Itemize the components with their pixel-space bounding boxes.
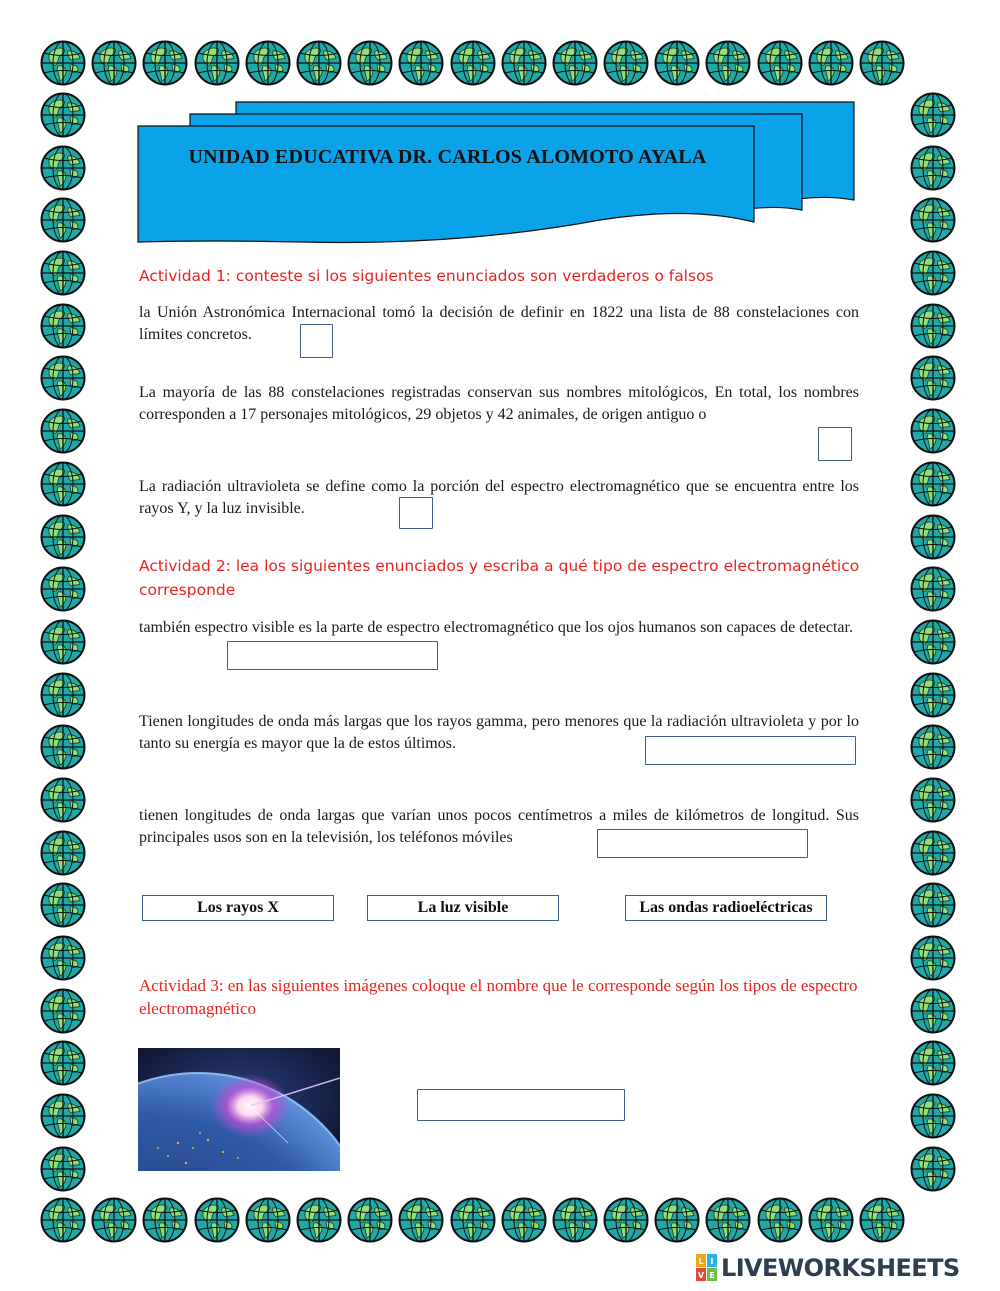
globe-icon: [40, 355, 86, 401]
globe-icon: [757, 1197, 803, 1243]
globe-icon: [40, 672, 86, 718]
activity-1-item-3: La radiación ultravioleta se define como la porción del espectro electromagnético que se encuentra entre los rayos Y, y la luz invisible.: [139, 478, 859, 517]
globe-icon: [808, 40, 854, 86]
globe-icon: [398, 40, 444, 86]
globe-icon: [40, 724, 86, 770]
globe-icon: [603, 40, 649, 86]
logo-letter: E: [709, 1271, 715, 1280]
globe-icon: [910, 935, 956, 981]
globe-icon: [910, 882, 956, 928]
globe-icon: [910, 830, 956, 876]
globe-icon: [142, 1197, 188, 1243]
globe-icon: [40, 777, 86, 823]
true-false-answer-box-1[interactable]: [300, 324, 333, 358]
option-luz-visible[interactable]: La luz visible: [367, 895, 559, 921]
globe-icon: [910, 1040, 956, 1086]
option-ondas-radioelectricas[interactable]: Las ondas radioeléctricas: [625, 895, 827, 921]
brand-name: LIVEWORKSHEETS: [721, 1254, 960, 1282]
globe-icon: [910, 145, 956, 191]
globe-icon: [347, 40, 393, 86]
globe-icon: [910, 303, 956, 349]
globe-icon: [552, 1197, 598, 1243]
globe-icon: [910, 1093, 956, 1139]
globe-icon: [40, 619, 86, 665]
globe-icon: [910, 619, 956, 665]
globe-icon: [40, 1093, 86, 1139]
globe-icon: [450, 40, 496, 86]
globe-icon: [603, 1197, 649, 1243]
globe-icon: [40, 303, 86, 349]
globe-icon: [654, 40, 700, 86]
globe-icon: [501, 40, 547, 86]
globe-icon: [40, 1197, 86, 1243]
school-name: UNIDAD EDUCATIVA DR. CARLOS ALOMOTO AYALA: [188, 146, 707, 168]
globe-icon: [40, 197, 86, 243]
globe-border-left: [40, 92, 86, 1192]
globe-icon: [910, 250, 956, 296]
liveworksheets-logo-icon: [696, 1254, 718, 1282]
true-false-answer-box-3[interactable]: [399, 497, 433, 529]
activity-3-title: Actividad 3: en las siguientes imágenes coloque el nombre que le corresponde según los tipos de espectro electromagnético: [139, 976, 858, 1018]
image-answer-box-1[interactable]: [417, 1089, 625, 1121]
globe-icon: [40, 988, 86, 1034]
globe-icon: [910, 408, 956, 454]
logo-letter: V: [697, 1271, 705, 1280]
globe-icon: [910, 197, 956, 243]
logo-letter: I: [710, 1257, 714, 1266]
liveworksheets-brand: [696, 1252, 960, 1284]
globe-icon: [501, 1197, 547, 1243]
globe-icon: [450, 1197, 496, 1243]
banner-flags: [130, 96, 870, 256]
globe-border-right: [910, 92, 956, 1192]
globe-icon: [40, 566, 86, 612]
globe-icon: [757, 40, 803, 86]
globe-icon: [910, 672, 956, 718]
globe-icon: [910, 724, 956, 770]
globe-icon: [552, 40, 598, 86]
globe-icon: [91, 1197, 137, 1243]
globe-icon: [194, 1197, 240, 1243]
globe-icon: [910, 566, 956, 612]
globe-icon: [654, 1197, 700, 1243]
globe-icon: [40, 882, 86, 928]
globe-icon: [859, 1197, 905, 1243]
globe-icon: [705, 1197, 751, 1243]
globe-border-bottom: [40, 1197, 905, 1243]
globe-icon: [40, 145, 86, 191]
earth-space-image: [138, 1048, 340, 1171]
globe-icon: [40, 92, 86, 138]
globe-icon: [910, 92, 956, 138]
globe-icon: [910, 514, 956, 560]
globe-icon: [347, 1197, 393, 1243]
activity-1-title: Actividad 1: conteste si los siguientes enunciados son verdaderos o falsos: [139, 267, 714, 285]
globe-icon: [910, 355, 956, 401]
spectrum-answer-box-3[interactable]: [597, 829, 808, 858]
activity-1-item-1: la Unión Astronómica Internacional tomó la decisión de definir en 1822 una lista de 88 constelaciones con límites concretos.: [139, 304, 859, 343]
globe-icon: [808, 1197, 854, 1243]
header-banner: [130, 96, 870, 256]
true-false-answer-box-2[interactable]: [818, 427, 852, 461]
globe-icon: [296, 1197, 342, 1243]
globe-icon: [142, 40, 188, 86]
spectrum-answer-box-1[interactable]: [227, 641, 438, 670]
globe-icon: [245, 1197, 291, 1243]
activity-1-item-2: La mayoría de las 88 constelaciones registradas conservan sus nombres mitológicos, En total, los nombres corresponden a 17 personajes mitológicos, 29 objetos y 42 animales, de origen antiguo o: [139, 384, 859, 423]
globe-icon: [40, 461, 86, 507]
globe-icon: [910, 1146, 956, 1192]
globe-icon: [40, 250, 86, 296]
globe-icon: [91, 40, 137, 86]
globe-icon: [859, 40, 905, 86]
globe-icon: [910, 988, 956, 1034]
globe-icon: [194, 40, 240, 86]
globe-border-top: [40, 40, 905, 86]
globe-icon: [40, 1040, 86, 1086]
globe-icon: [910, 461, 956, 507]
earth-from-space-illustration: [138, 1048, 340, 1171]
globe-icon: [910, 777, 956, 823]
globe-icon: [296, 40, 342, 86]
globe-icon: [40, 408, 86, 454]
globe-icon: [40, 1146, 86, 1192]
globe-icon: [40, 935, 86, 981]
globe-icon: [705, 40, 751, 86]
logo-letter: L: [698, 1257, 704, 1266]
globe-icon: [40, 514, 86, 560]
option-rayos-x[interactable]: Los rayos X: [142, 895, 334, 921]
activity-2-item-1: también espectro visible es la parte de espectro electromagnético que los ojos humanos son capaces de detectar.: [139, 619, 853, 636]
activity-2-item-2: Tienen longitudes de onda más largas que los rayos gamma, pero menores que la radiación ultravioleta y por lo tanto su energía es mayor que la de estos últimos.: [139, 713, 859, 752]
globe-icon: [40, 830, 86, 876]
spectrum-answer-box-2[interactable]: [645, 736, 856, 765]
activity-2-item-3: tienen longitudes de onda largas que varían unos pocos centímetros a miles de kilómetros de longitud. Sus principales usos son en la televisión, los teléfonos móviles: [139, 807, 859, 846]
globe-icon: [398, 1197, 444, 1243]
globe-icon: [245, 40, 291, 86]
activity-2-title: Actividad 2: lea los siguientes enunciados y escriba a qué tipo de espectro electromagnético corresponde: [139, 557, 860, 599]
globe-icon: [40, 40, 86, 86]
